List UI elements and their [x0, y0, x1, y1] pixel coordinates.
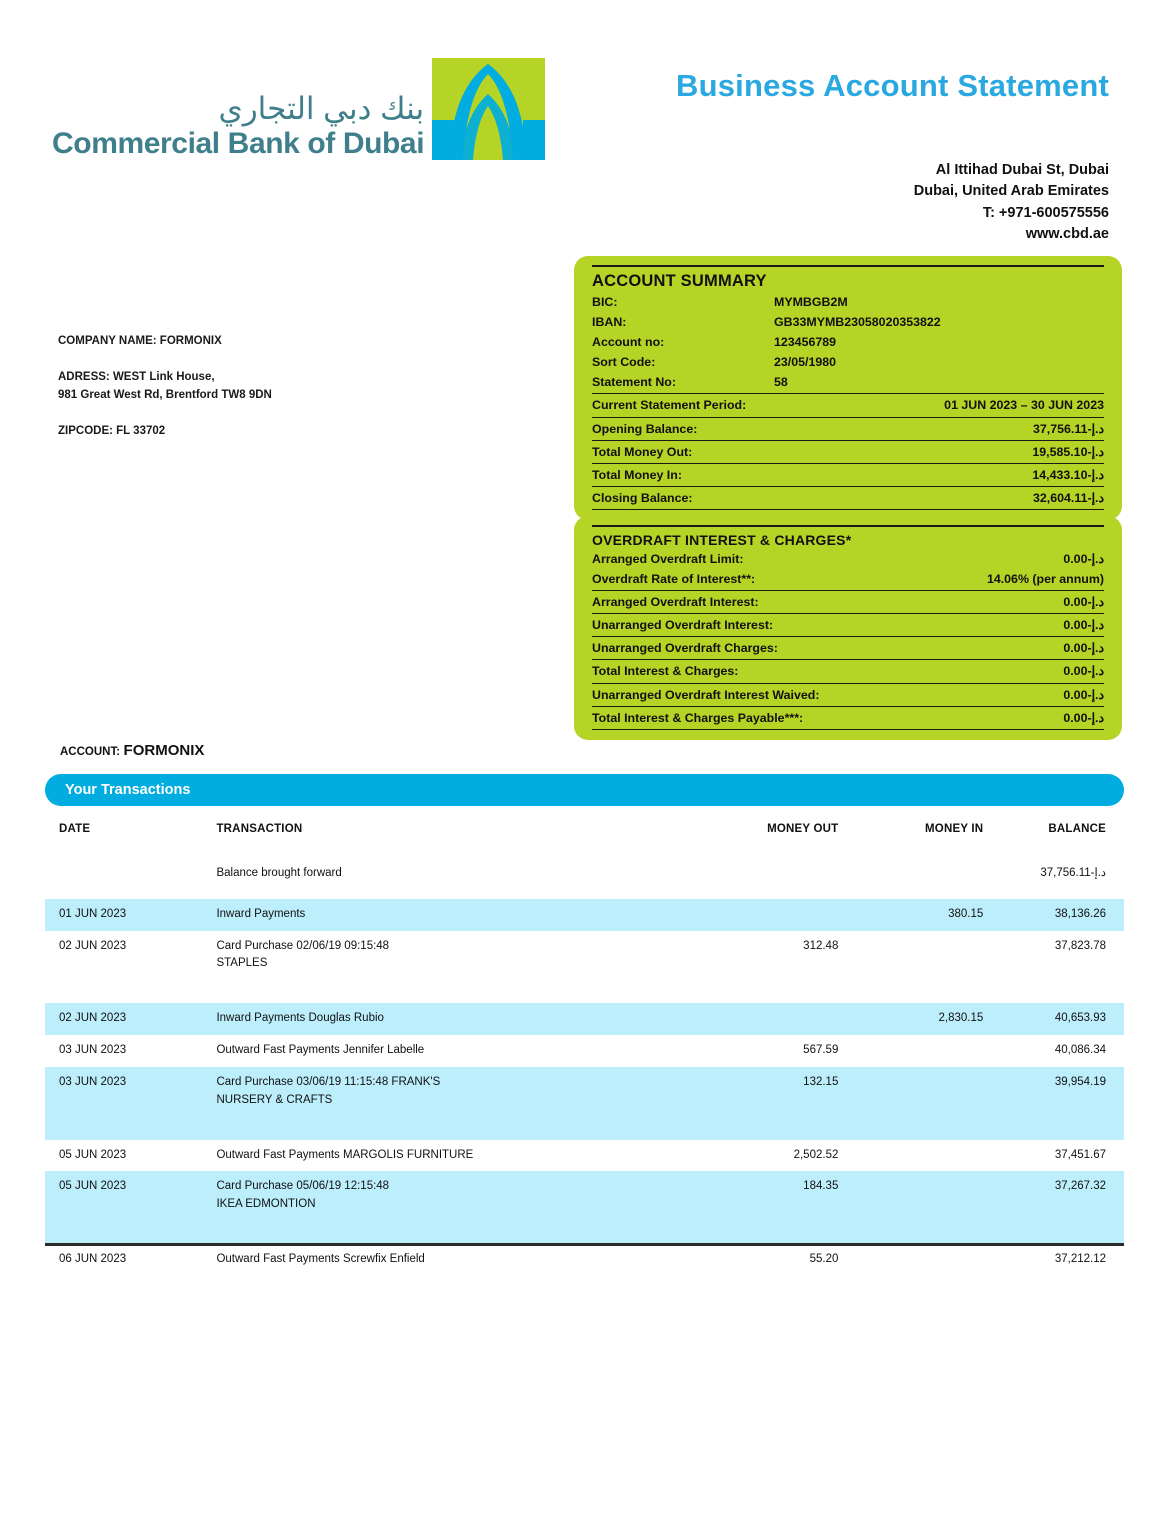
cell-money-out: 55.20 [809, 1252, 839, 1265]
overdraft-rate-of-interest-value: 14.06% (per annum) [986, 572, 1104, 587]
cell-date: 03 JUN 2023 [59, 1075, 127, 1088]
overdraft-unarranged-charges-label: Unarranged Overdraft Charges: [592, 641, 778, 656]
summary-statement-period-value: 01 JUN 2023 – 30 JUN 2023 [944, 398, 1104, 413]
overdraft-arranged-limit-value: د.إ-0.00 [1063, 552, 1104, 566]
overdraft-unarranged-interest-label: Unarranged Overdraft Interest: [592, 618, 774, 633]
column-header-balance: BALANCE [1048, 823, 1106, 835]
cell-money-in: 2,830.15 [938, 1012, 984, 1025]
overdraft-arranged-limit-label: Arranged Overdraft Limit: [592, 552, 744, 566]
cell-balance: 38,136.26 [1054, 907, 1106, 920]
bank-website: www.cbd.ae [1025, 225, 1109, 242]
summary-statement-period-label: Current Statement Period: [592, 398, 747, 413]
cell-transaction: Card Purchase 02/06/19 09:15:48 STAPLES [216, 939, 390, 970]
table-row [45, 899, 1124, 931]
account-summary-title: ACCOUNT SUMMARY [592, 272, 767, 290]
overdraft-title: OVERDRAFT INTEREST & CHARGES* [592, 532, 852, 548]
table-row [45, 1171, 1124, 1244]
overdraft-interest-waived-label: Unarranged Overdraft Interest Waived: [592, 687, 820, 702]
summary-field-sort-code [592, 352, 1104, 372]
cell-transaction: Outward Fast Payments MARGOLIS FURNITURE [216, 1148, 474, 1161]
table-bottom-divider [45, 1243, 1124, 1246]
column-header-transaction: TRANSACTION [216, 823, 303, 835]
table-row [45, 1003, 1124, 1035]
page-title: Business Account Statement [676, 68, 1109, 103]
summary-field-bic-label: BIC: [592, 295, 618, 309]
summary-top-divider [592, 265, 1104, 267]
bank-phone: T: +971-600575556 [982, 204, 1109, 221]
bank-address-line-2: Dubai, United Arab Emirates [913, 183, 1109, 200]
cell-money-out [683, 899, 838, 931]
cell-balance: 40,653.93 [1054, 1012, 1106, 1025]
overdraft-unarranged-charges-value: د.إ-0.00 [1063, 641, 1104, 656]
summary-field-sort-code-label: Sort Code: [592, 355, 656, 370]
cell-money-in: 380.15 [948, 907, 984, 920]
cell-date: 05 JUN 2023 [59, 1148, 127, 1161]
cell-balance: 37,823.78 [1054, 939, 1106, 952]
customer-address-line-1: ADRESS: WEST Link House, [58, 371, 215, 384]
table-row [45, 1244, 1124, 1276]
cell-money-in [838, 849, 983, 899]
summary-closing-balance [592, 486, 1104, 510]
overdraft-unarranged-interest [592, 613, 1104, 635]
table-row [45, 931, 1124, 1004]
bank-logo [52, 58, 545, 160]
bank-address [914, 160, 1109, 245]
summary-field-iban-value: GB33MYMB23058020353822 [774, 315, 941, 330]
cell-money-in [838, 1140, 983, 1172]
summary-closing-balance-value: د.إ-32,604.11 [1033, 490, 1104, 505]
summary-field-account-no-label: Account no: [592, 335, 665, 350]
account-summary-panel [574, 256, 1122, 520]
summary-field-account-no-value: 123456789 [774, 335, 837, 350]
account-name-label: ACCOUNT: [60, 746, 121, 758]
cell-transaction: Card Purchase 05/06/19 12:15:48 IKEA EDMONTION [216, 1180, 390, 1211]
column-header-money-in: MONEY IN [925, 823, 984, 835]
bank-address-line-1: Al Ittihad Dubai St, Dubai [935, 162, 1109, 178]
cell-balance: د.إ-37,756.11 [1040, 867, 1106, 879]
table-header-row [45, 815, 1124, 849]
cell-date [45, 849, 202, 899]
summary-total-money-out-label: Total Money Out: [592, 444, 693, 459]
overdraft-total-interest-charges-value: د.إ-0.00 [1063, 664, 1104, 679]
cell-money-in [838, 1171, 983, 1244]
column-header-money-out: MONEY OUT [767, 823, 839, 835]
cell-transaction: Inward Payments [216, 907, 306, 920]
table-row [45, 1035, 1124, 1067]
summary-opening-balance-value: د.إ-37,756.11 [1033, 421, 1104, 436]
overdraft-arranged-interest-label: Arranged Overdraft Interest: [592, 595, 759, 610]
overdraft-arranged-interest [592, 590, 1104, 612]
overdraft-total-payable-value: د.إ-0.00 [1063, 710, 1104, 725]
cell-money-out: 184.35 [803, 1180, 839, 1193]
summary-closing-balance-label: Closing Balance: [592, 490, 693, 505]
overdraft-unarranged-interest-value: د.إ-0.00 [1063, 618, 1104, 633]
account-name-value: FORMONIX [123, 742, 205, 759]
overdraft-interest-waived [592, 683, 1104, 705]
cell-date: 02 JUN 2023 [59, 939, 127, 952]
cell-transaction: Outward Fast Payments Screwfix Enfield [216, 1252, 425, 1265]
summary-opening-balance-label: Opening Balance: [592, 421, 698, 436]
summary-field-sort-code-value: 23/05/1980 [774, 355, 837, 370]
overdraft-arranged-interest-value: د.إ-0.00 [1063, 595, 1104, 610]
summary-field-iban-label: IBAN: [592, 315, 627, 330]
cell-balance: 40,086.34 [1054, 1044, 1106, 1057]
summary-field-statement-no [592, 372, 1104, 392]
cell-transaction: Inward Payments Douglas Rubio [216, 1012, 384, 1025]
summary-opening-balance [592, 417, 1104, 439]
overdraft-total-interest-charges [592, 659, 1104, 681]
summary-total-money-out-value: د.إ-19,585.10 [1032, 444, 1104, 459]
summary-field-statement-no-label: Statement No: [592, 375, 676, 390]
overdraft-rate-of-interest [592, 569, 1104, 589]
overdraft-panel [574, 516, 1122, 740]
transactions-banner [45, 774, 1124, 806]
cell-transaction: Outward Fast Payments Jennifer Labelle [216, 1044, 425, 1057]
cbd-arch-logo-icon [432, 58, 545, 160]
cell-date: 01 JUN 2023 [59, 907, 127, 920]
overdraft-total-payable-label: Total Interest & Charges Payable***: [592, 710, 804, 725]
cell-date: 06 JUN 2023 [59, 1252, 127, 1265]
summary-field-bic-value: MYMBGB2M [774, 295, 848, 309]
table-row [45, 1140, 1124, 1172]
cell-money-out [683, 1003, 838, 1035]
summary-total-money-in-label: Total Money In: [592, 467, 682, 482]
page-header [0, 0, 1169, 242]
customer-details [58, 333, 272, 440]
summary-statement-period [592, 393, 1104, 415]
cell-balance: 37,212.12 [1054, 1252, 1106, 1265]
summary-total-money-out [592, 440, 1104, 462]
cell-money-out [683, 849, 838, 899]
cell-money-in [838, 931, 983, 1004]
cell-balance: 39,954.19 [1054, 1075, 1106, 1088]
customer-address-line-2: 981 Great West Rd, Brentford TW8 9DN [58, 388, 272, 401]
overdraft-total-payable [592, 706, 1104, 730]
cell-date: 03 JUN 2023 [59, 1044, 127, 1057]
cell-date: 05 JUN 2023 [59, 1180, 127, 1193]
summary-field-iban [592, 312, 1104, 332]
cell-money-out: 2,502.52 [793, 1148, 839, 1161]
cell-money-in [838, 1035, 983, 1067]
transactions-table-body [45, 849, 1124, 1276]
overdraft-total-interest-charges-label: Total Interest & Charges: [592, 664, 739, 679]
overdraft-top-divider [592, 525, 1104, 527]
account-name-line [60, 742, 204, 759]
summary-total-money-in-value: د.إ-14,433.10 [1032, 467, 1104, 482]
column-header-date: DATE [59, 823, 91, 835]
transactions-table [45, 815, 1124, 1276]
cell-money-in [838, 1067, 983, 1140]
cell-balance: 37,451.67 [1054, 1148, 1106, 1161]
bank-name-arabic: بنك دبي التجاري [218, 91, 425, 127]
bank-logo-text [52, 91, 432, 160]
cell-transaction: Card Purchase 03/06/19 11:15:48 FRANK'S NURSERY & CRAFTS [216, 1075, 441, 1106]
table-row [45, 849, 1124, 899]
summary-total-money-in [592, 463, 1104, 485]
bank-name-latin: Commercial Bank of Dubai [52, 127, 425, 160]
cell-transaction: Balance brought forward [216, 867, 342, 879]
summary-field-bic [592, 292, 1104, 312]
summary-field-account-no [592, 332, 1104, 352]
cell-balance: 37,267.32 [1054, 1180, 1106, 1193]
customer-zipcode: ZIPCODE: FL 33702 [58, 424, 166, 437]
summary-field-statement-no-value: 58 [774, 375, 788, 390]
cell-money-out: 312.48 [803, 939, 839, 952]
overdraft-rate-of-interest-label: Overdraft Rate of Interest**: [592, 572, 756, 587]
overdraft-interest-waived-value: د.إ-0.00 [1063, 687, 1104, 702]
cell-money-out: 567.59 [803, 1044, 839, 1057]
cell-money-in [838, 1244, 983, 1276]
transactions-table-head [45, 815, 1124, 849]
customer-address [58, 369, 272, 404]
customer-company: COMPANY NAME: FORMONIX [58, 335, 222, 347]
cell-money-out: 132.15 [803, 1075, 839, 1088]
transactions-banner-label: Your Transactions [65, 782, 191, 798]
overdraft-arranged-limit [592, 549, 1104, 569]
cell-date: 02 JUN 2023 [59, 1012, 127, 1025]
overdraft-unarranged-charges [592, 636, 1104, 658]
table-row [45, 1067, 1124, 1140]
